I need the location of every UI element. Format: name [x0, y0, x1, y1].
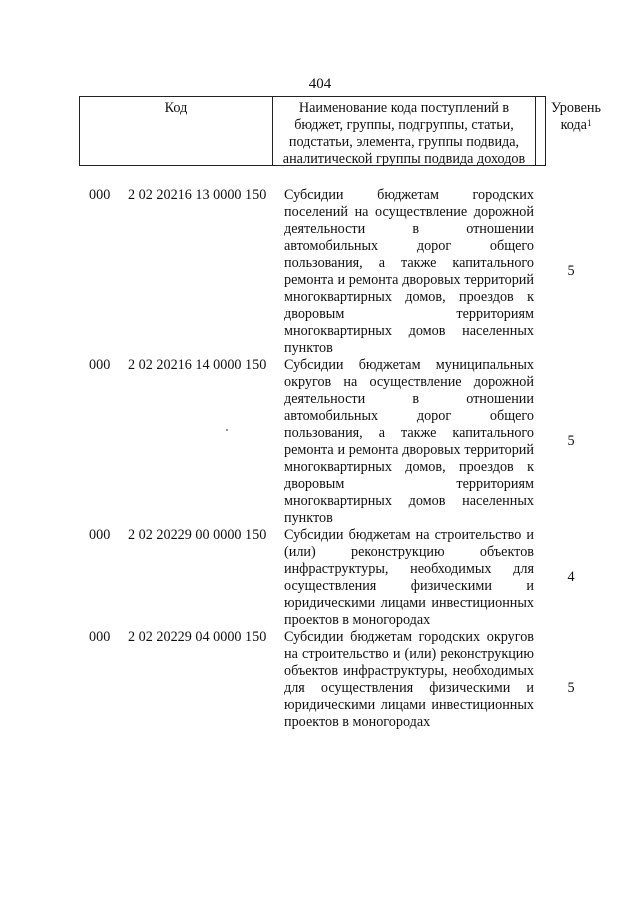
- code-level: 5: [567, 263, 575, 279]
- income-description: Субсидии бюджетам городских поселений на осуществление дорожной деятельности в отношении автомобильных дорог общего пользования, а также капитального ремонта и ремонта дворовых территорий многоквартирных домов, проездов к дворовым территориям многоквартирных домов населенных пунктов: [284, 187, 534, 356]
- header-name: Наименование кода поступлений в бюджет, группы, подгруппы, статьи, подстатьи, элемента, группы подвида, аналитической группы подвида доходов: [273, 97, 536, 165]
- table-header: [79, 96, 601, 167]
- page-number: 404: [308, 76, 332, 92]
- admin-code: 000: [89, 629, 111, 645]
- code-level: 4: [567, 569, 575, 585]
- income-code: 2 02 20216 13 0000 150: [128, 187, 267, 203]
- income-description: Субсидии бюджетам на строительство и (или) реконструкцию объектов инфраструктуры, необходимых для осуществления физическими и юридическими лицами инвестиционных проектов в моногородах: [284, 527, 534, 628]
- header-code: Код: [80, 97, 273, 165]
- admin-code: 000: [89, 527, 111, 543]
- header-level: [536, 97, 616, 165]
- header-level-footnote: 1: [586, 118, 592, 128]
- admin-code: 000: [89, 187, 111, 203]
- code-level: 5: [567, 433, 575, 449]
- scan-speck: [226, 429, 228, 431]
- income-code: 2 02 20216 14 0000 150: [128, 357, 267, 373]
- income-code: 2 02 20229 04 0000 150: [128, 629, 267, 645]
- income-code: 2 02 20229 00 0000 150: [128, 527, 267, 543]
- code-level: 5: [567, 680, 575, 696]
- income-description: Субсидии бюджетам муниципальных округов на осуществление дорожной деятельности в отношении автомобильных дорог общего пользования, а также капитального ремонта и ремонта дворовых территорий многоквартирных домов, проездов к дворовым территориям многоквартирных домов населенных пунктов: [284, 357, 534, 526]
- income-description: Субсидии бюджетам городских округов на строительство и (или) реконструкцию объектов инфраструктуры, необходимых для осуществления физическими и юридическими лицами инвестиционных проектов в моногородах: [284, 629, 534, 730]
- header-level-label: Уровень кода: [551, 100, 601, 133]
- admin-code: 000: [89, 357, 111, 373]
